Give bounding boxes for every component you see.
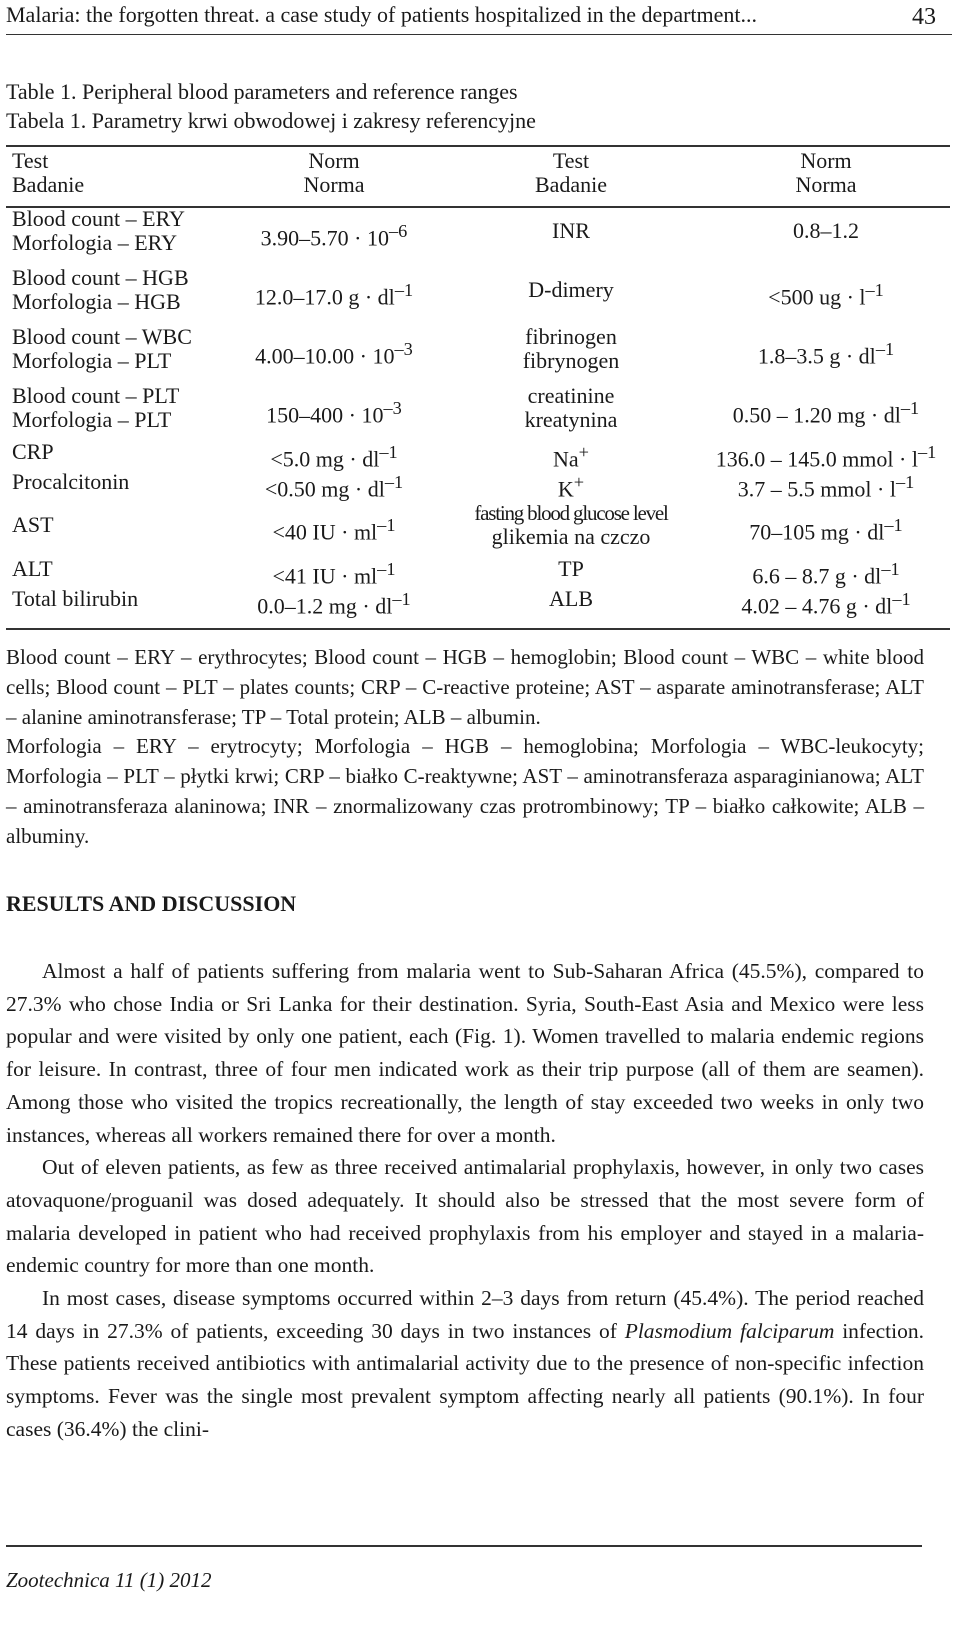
table-row-norm-2: 70–105 mg · $dl^{-1}$ (749, 515, 903, 545)
running-header (6, 0, 952, 35)
table-row-test: Blood count – HGB Morfologia – HGB (12, 265, 189, 314)
journal-footer: Zootechnica 11 (1) 2012 (6, 1568, 212, 1592)
table-row-norm-2: 136.0 – 145.0 mmol · $l^{-1}$ (715, 442, 937, 472)
table-row-test-2: creatinine kreatynina (524, 383, 618, 432)
section-heading: RESULTS AND DISCUSSION (6, 891, 297, 916)
table-row-test-2: TP (558, 556, 584, 581)
footer-rule (6, 1545, 922, 1547)
paragraph: In most cases, disease symptoms occurred within 2–3 days from return (45.4%). The period reached 14 days in 27.3% of patients, exceeding 30 days in two instances of Plasmodium falciparum infection. These patients received antibiotics with antimalarial activity due to the presence of non-specific infection symptoms. Fever was the single most prevalent symptom affecting nearly all patients (90.1%). In four cases (36.4%) the clini- (6, 1286, 924, 1441)
table-row-test: Blood count – WBC Morfologia – PLT (12, 324, 192, 373)
table-row-test: Procalcitonin (12, 469, 130, 494)
paragraph: Out of eleven patients, as few as three received antimalarial prophylaxis, however, in only two cases atovaquone/proguanil was dosed adequately. It should also be stressed that the most severe form of malaria developed in patient who had received prophylaxis from his employer and stayed in a malaria-endemic country for more than one month. (6, 1155, 924, 1278)
table-row-norm: <5.0 mg · $dl^{-1}$ (270, 442, 398, 472)
col-header-norm: Norm Norma (303, 148, 365, 197)
table-row-test-2: INR (552, 218, 590, 243)
table-row-norm: <0.50 mg · $dl^{-1}$ (264, 472, 404, 502)
table-row-norm-2: 1.8–3.5 $g \cdot dl^{-1}$ (757, 339, 895, 369)
table-top-rule (6, 145, 950, 147)
table-row-test: AST (12, 512, 54, 537)
table-row-test-2: fasting blood glucose level glikemia na czczo (474, 501, 668, 549)
table-row-norm-2: <500 ug · $l^{-1}$ (768, 280, 884, 310)
table-row-test-2: ALB (549, 586, 593, 611)
table-abbreviations (6, 643, 924, 852)
col-header-norm-2: Norm Norma (795, 148, 857, 197)
table-row-norm: <40 IU · $ml^{-1}$ (272, 515, 396, 545)
species-name: Plasmodium falciparum (624, 1318, 835, 1343)
paragraph: Almost a half of patients suffering from malaria went to Sub-Saharan Africa (45.5%), compared to 27.3% who chose India or Sri Lanka for their destination. Syria, South-East Asia and Mexico were less popular and were visited by only one patient, each (Fig. 1). Women travelled to malaria endemic regions for leisure. In contrast, three of four men indicated work as their trip purpose (all of them are seamen). Among those who visited the tropics recreationally, the length of stay exceeded two weeks in only two instances, whereas all workers remained there for over a month. (6, 959, 924, 1147)
table-row-norm-2: 6.6 – 8.7 $g \cdot dl^{-1}$ (752, 559, 900, 589)
table-row-test: Total bilirubin (12, 586, 139, 611)
table-row-norm: <41 IU · $ml^{-1}$ (272, 559, 396, 589)
table-row-norm-2: 4.02 – 4.76 $g \cdot dl^{-1}$ (741, 589, 911, 619)
table-row-test: Blood count – ERY Morfologia – ERY (12, 206, 185, 255)
table-row-norm: $3.90-5.70 \cdot 10^{-6}$ (260, 221, 408, 251)
col-header-test: Test Badanie (12, 148, 85, 197)
table-row-test-2: D-dimery (528, 277, 614, 302)
table-row-norm: $4.00-10.00 \cdot 10^{-3}$ (255, 339, 413, 369)
abbreviations-en: Blood count – ERY – erythrocytes; Blood count – HGB – hemoglobin; Blood count – WBC – white blood cells; Blood count – PLT – plates counts; CRP – C-reactive proteine; AST – asparate aminotransferase; ALT – alanine aminotransferase; TP – Total protein; ALB – albumin. (6, 645, 924, 729)
table-row-test: ALT (12, 556, 53, 581)
table-row-norm: 12.0–17.0 $g \cdot dl^{-1}$ (254, 280, 414, 310)
results-body (6, 955, 924, 1446)
table-row-norm-2: 0.50 – 1.20 mg · $dl^{-1}$ (732, 398, 920, 428)
col-header-test-2: Test Badanie (534, 148, 608, 197)
table-row-test: CRP (12, 439, 54, 464)
table-row-test-2: fibrinogen fibrynogen (522, 324, 620, 373)
table-row-test-2: Na+ (553, 442, 589, 472)
table-caption-pl: Tabela 1. Parametry krwi obwodowej i zakresy referencyjne (6, 108, 536, 133)
table-row-norm-2: 0.8–1.2 (793, 218, 859, 243)
page-number: 43 (912, 4, 936, 30)
table-caption-en: Table 1. Peripheral blood parameters and reference ranges (6, 79, 518, 104)
table-row-test: Blood count – PLT Morfologia – PLT (12, 383, 180, 432)
table-row-norm-2: 3.7 – 5.5 mmol · $l^{-1}$ (737, 472, 915, 502)
abbreviations-pl: Morfologia – ERY – erytrocyty; Morfologia – HGB – hemoglobina; Morfologia – WBC-leukocyty; Morfologia – PLT – płytki krwi; CRP – białko C-reaktywne; AST – aminotransferaza asparaginianowa; ALT – aminotransferaza alaninowa; INR – znormalizowany czas protrombinowy; TP – białko całkowite; ALB – albuminy. (6, 734, 924, 848)
running-title: Malaria: the forgotten threat. a case study of patients hospitalized in the department... (6, 2, 758, 27)
table-row-norm: 0.0–1.2 mg · $dl^{-1}$ (257, 589, 411, 619)
table-row-norm: $150-400 \cdot 10^{-3}$ (266, 398, 402, 428)
table-bottom-rule (6, 628, 950, 630)
table-row-test-2: K+ (557, 472, 585, 502)
